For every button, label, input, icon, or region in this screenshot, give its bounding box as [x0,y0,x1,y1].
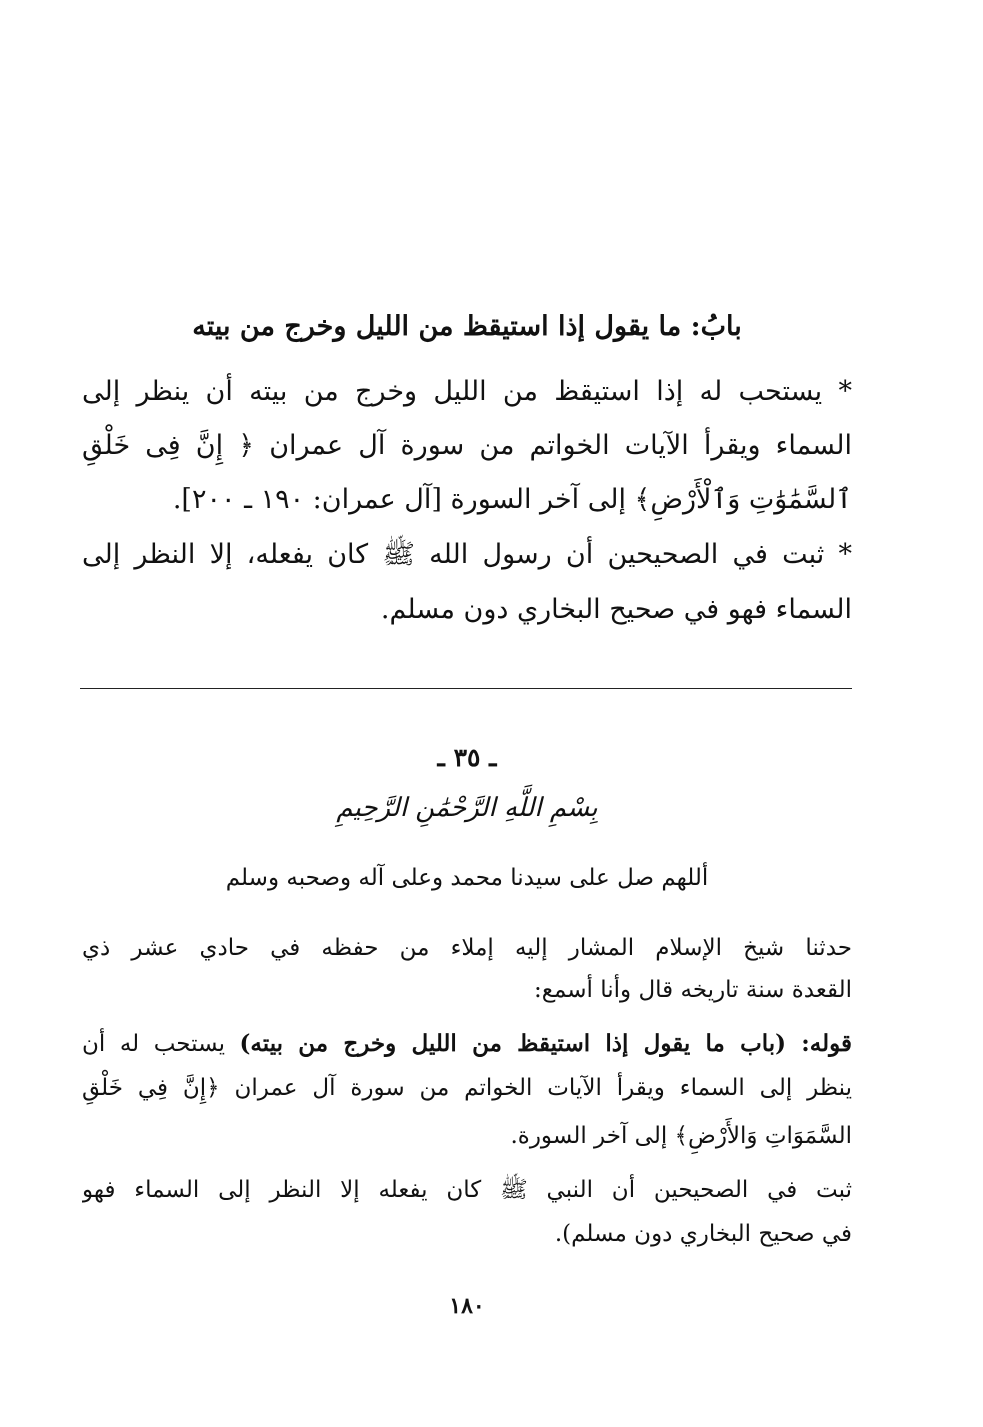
paragraph-line: السماء فهو في صحيح البخاري دون مسلم. [380,594,852,625]
paragraph-line: * يستحب له إذا استيقظ من الليل وخرج من بيته أن ينظر إلى [82,376,852,407]
commentary-line: ينظر إلى السماء ويقرأ الآيات الخواتم من سورة آل عمران ﴿إِنَّ فِي خَلْقِ [82,1075,852,1101]
commentary-line: ثبت في الصحيحين أن النبي ﷺ كان يفعله إلا النظر إلى السماء فهو [82,1177,852,1203]
basmala: بِسْمِ اللَّهِ الرَّحْمَٰنِ الرَّحِيمِ [336,793,598,823]
chapter-heading: بابُ: ما يقول إذا استيقظ من الليل وخرج من بيته [192,311,742,342]
paragraph-line: ٱلسَّمَٰوَٰتِ وَٱلْأَرْضِ﴾ إلى آخر السورة [آل عمران: ١٩٠ ـ ٢٠٠]. [172,484,852,515]
commentary-line: القعدة سنة تاريخه قال وأنا أسمع: [533,977,852,1003]
commentary-line [82,1024,852,1064]
page-marker: ـ ٣٥ ـ [437,743,497,772]
commentary-line: حدثنا شيخ الإسلام المشار إليه إملاء من حفظه في حادي عشر ذي [82,935,852,961]
invocation: أللهم صل على سيدنا محمد وعلى آله وصحبه وسلم [225,865,709,891]
commentary-line: السَّمَوَاتِ وَالأَرْضِ﴾ إلى آخر السورة. [510,1123,852,1149]
page-number: ١٨٠ [449,1293,485,1319]
commentary-line: في صحيح البخاري دون مسلم). [554,1221,852,1247]
qawluh-label: قوله: (باب ما يقول إذا استيقظ من الليل وخرج من بيته) [239,1030,852,1057]
qawluh-continuation: يستحب له أن [82,1031,225,1057]
section-divider [80,688,852,689]
paragraph-line: * ثبت في الصحيحين أن رسول الله ﷺ كان يفعله، إلا النظر إلى [82,539,852,570]
book-page [82,0,852,1427]
paragraph-line: السماء ويقرأ الآيات الخواتم من سورة آل عمران ﴿ إِنَّ فِى خَلْقِ [82,430,852,461]
